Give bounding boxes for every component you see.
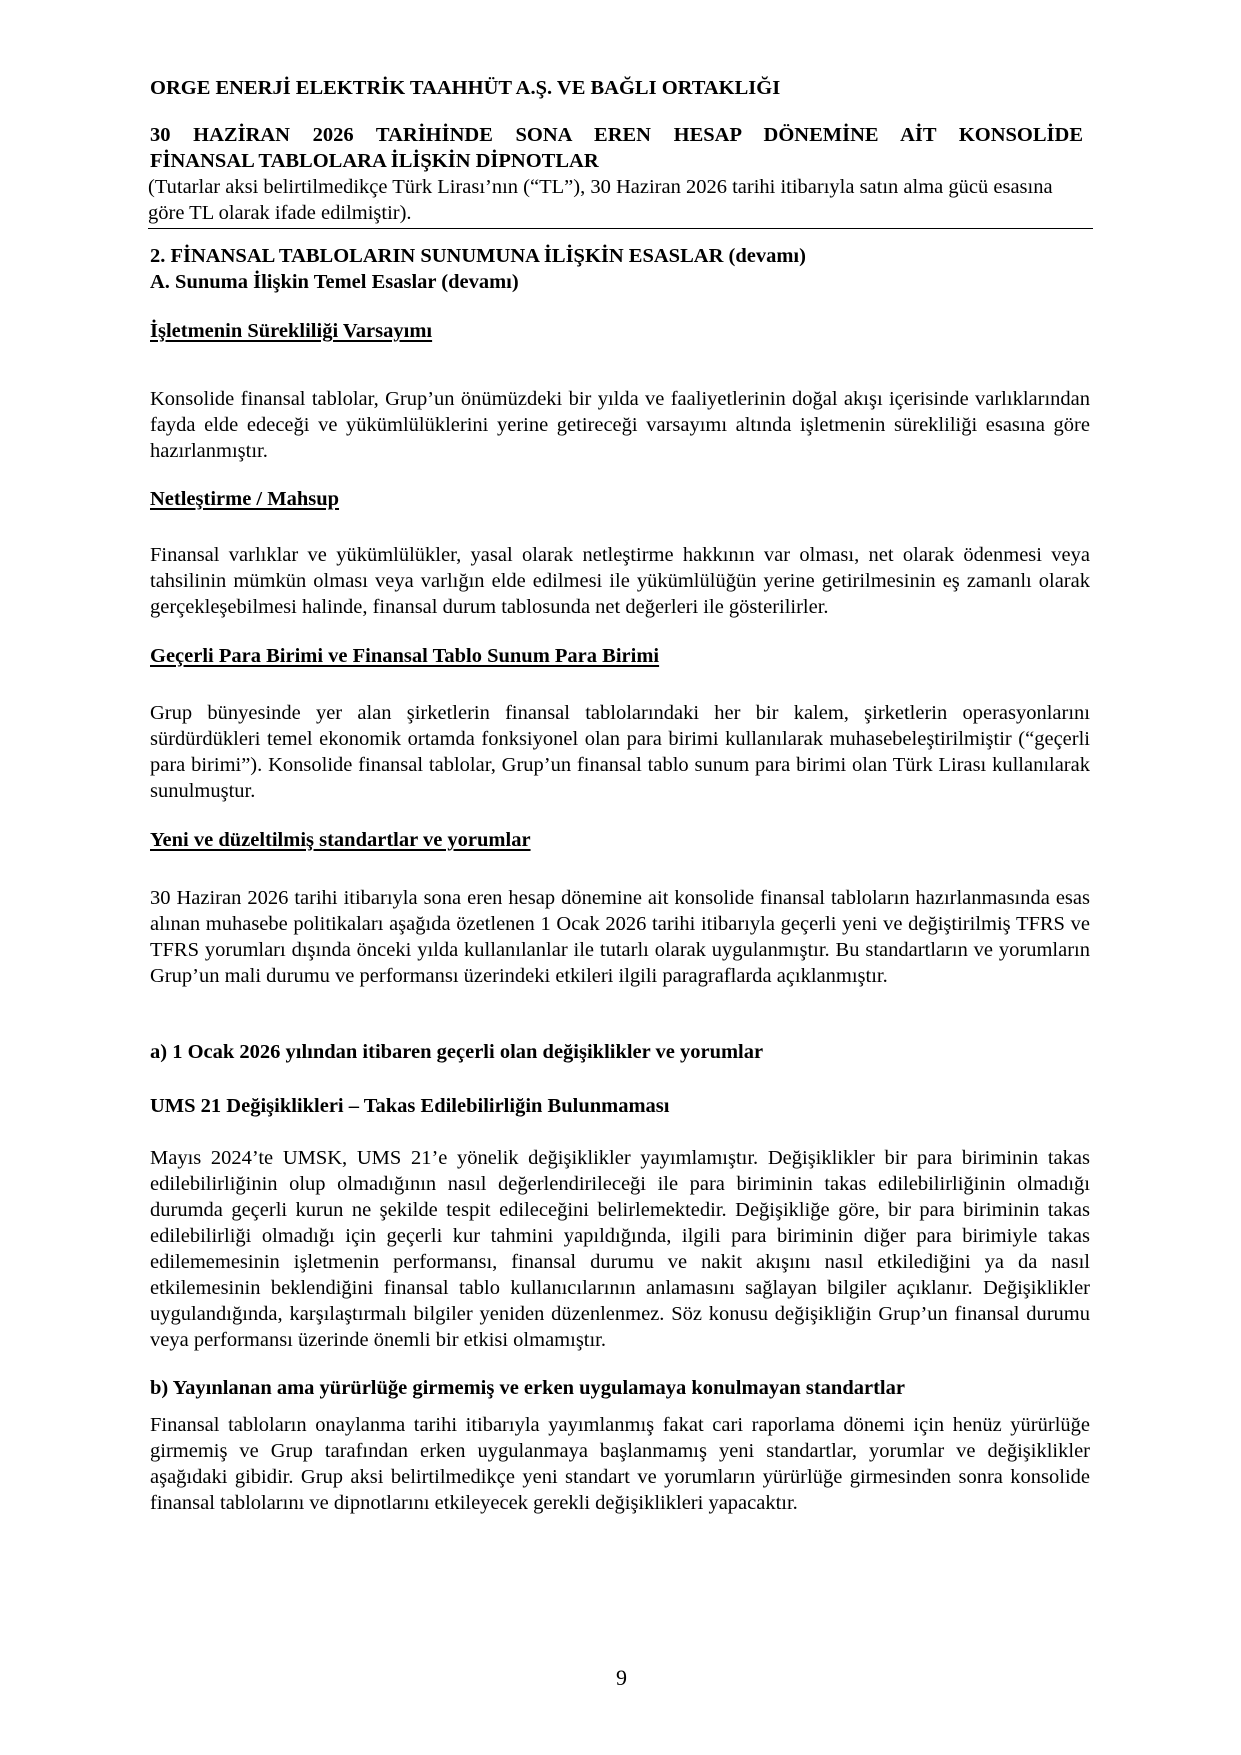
- standards-heading: Yeni ve düzeltilmiş standartlar ve yorumlar: [150, 829, 531, 851]
- ums21-heading: UMS 21 Değişiklikleri – Takas Edilebilirliğin Bulunmaması: [150, 1095, 670, 1117]
- report-title-line-1: 30 HAZİRAN 2026 TARİHİNDE SONA EREN HESAP DÖNEMİNE AİT KONSOLİDE: [150, 124, 1083, 146]
- company-name: ORGE ENERJİ ELEKTRİK TAAHHÜT A.Ş. VE BAĞLI ORTAKLIĞI: [150, 77, 781, 99]
- report-title-line-2: FİNANSAL TABLOLARA İLİŞKİN DİPNOTLAR: [150, 150, 599, 172]
- ums21-paragraph: Mayıs 2024’te UMSK, UMS 21’e yönelik değişiklikler yayımlamıştır. Değişiklikler bir para biriminin takas edilebilirliğinin olup olmadığının nasıl değerlendirileceği ile para biriminin takas edilebilirliğinin olmadığı durumda geçerli kurun ne şekilde tespit edileceğini belirlemektedir. Değişikliğe göre, bir para biriminin takas edilebilirliği olmadığı için geçerli kur tahmini yapıldığında, ilgili para biriminin diğer para birimiyle takas edilememesinin işletmenin performansı, finansal durumu ve nakit akışını nasıl etkilediğini ya da nasıl etkilemesinin beklendiğini finansal tablo kullanıcılarının anlamasını sağlayan bilgiler açıklanır. Değişiklikler uygulandığında, karşılaştırmalı bilgiler yeniden düzenlenmez. Söz konusu değişikliğin Grup’un finansal durumu veya performansı üzerinde önemli bir etkisi olmamıştır.: [150, 1147, 1090, 1351]
- section-heading: 2. FİNANSAL TABLOLARIN SUNUMUNA İLİŞKİN ESASLAR (devamı): [150, 245, 806, 267]
- not-effective-heading: b) Yayınlanan ama yürürlüğe girmemiş ve erken uygulamaya konulmayan standartlar: [150, 1377, 905, 1399]
- standards-paragraph: 30 Haziran 2026 tarihi itibarıyla sona eren hesap dönemine ait konsolide finansal tabloların hazırlanmasında esas alınan muhasebe politikaları aşağıda özetlenen 1 Ocak 2026 tarihi itibarıyla geçerli yeni ve değiştirilmiş TFRS ve TFRS yorumları dışında önceki yılda kullanılanlar ile tutarlı olarak uygulanmıştır. Bu standartların ve yorumların Grup’un mali durumu ve performansı üzerindeki etkileri ilgili paragraflarda açıklanmıştır.: [150, 887, 1090, 987]
- currency-paragraph: Grup bünyesinde yer alan şirketlerin finansal tablolarındaki her bir kalem, şirketlerin operasyonlarını sürdürdükleri temel ekonomik ortamda fonksiyonel olan para birimi kullanılarak muhasebeleştirilmiştir (“geçerli para birimi”). Konsolide finansal tablolar, Grup’un finansal tablo sunum para birimi olan Türk Lirası kullanılarak sunulmuştur.: [150, 702, 1090, 802]
- effective-changes-heading: a) 1 Ocak 2026 yılından itibaren geçerli olan değişiklikler ve yorumlar: [150, 1041, 764, 1063]
- section-subheading: A. Sunuma İlişkin Temel Esaslar (devamı): [150, 271, 519, 293]
- going-concern-heading: İşletmenin Sürekliliği Varsayımı: [150, 320, 433, 342]
- going-concern-paragraph: Konsolide finansal tablolar, Grup’un önümüzdeki bir yılda ve faaliyetlerinin doğal akışı içerisinde varlıklarından fayda elde edeceği ve yükümlülüklerini yerine getireceği varsayımı altında işletmenin sürekliliği esasına göre hazırlanmıştır.: [150, 388, 1090, 462]
- page-number: 9: [616, 1665, 627, 1690]
- currency-note: (Tutarlar aksi belirtilmedikçe Türk Lirası’nın (“TL”), 30 Haziran 2026 tarihi itibarıyla satın alma gücü esasına göre TL olarak ifade edilmiştir).: [148, 176, 1053, 224]
- currency-heading: Geçerli Para Birimi ve Finansal Tablo Sunum Para Birimi: [150, 645, 660, 667]
- offsetting-heading: Netleştirme / Mahsup: [150, 488, 340, 510]
- header-divider: [148, 228, 1093, 229]
- offsetting-paragraph: Finansal varlıklar ve yükümlülükler, yasal olarak netleştirme hakkının var olması, net olarak ödenmesi veya tahsilinin mümkün olması veya varlığın elde edilmesi ile yükümlülüğün yerine getirilmesinin eş zamanlı olarak gerçekleşebilmesi halinde, finansal durum tablosunda net değerleri ile gösterilirler.: [150, 544, 1090, 618]
- not-effective-paragraph: Finansal tabloların onaylanma tarihi itibarıyla yayımlanmış fakat cari raporlama dönemi için henüz yürürlüğe girmemiş ve Grup tarafından erken uygulanmaya başlanmamış yeni standartlar, yorumlar ve değişiklikler aşağıdaki gibidir. Grup aksi belirtilmedikçe yeni standart ve yorumların yürürlüğe girmesinden sonra konsolide finansal tablolarını ve dipnotlarını etkileyecek gerekli değişiklikleri yapacaktır.: [150, 1414, 1090, 1514]
